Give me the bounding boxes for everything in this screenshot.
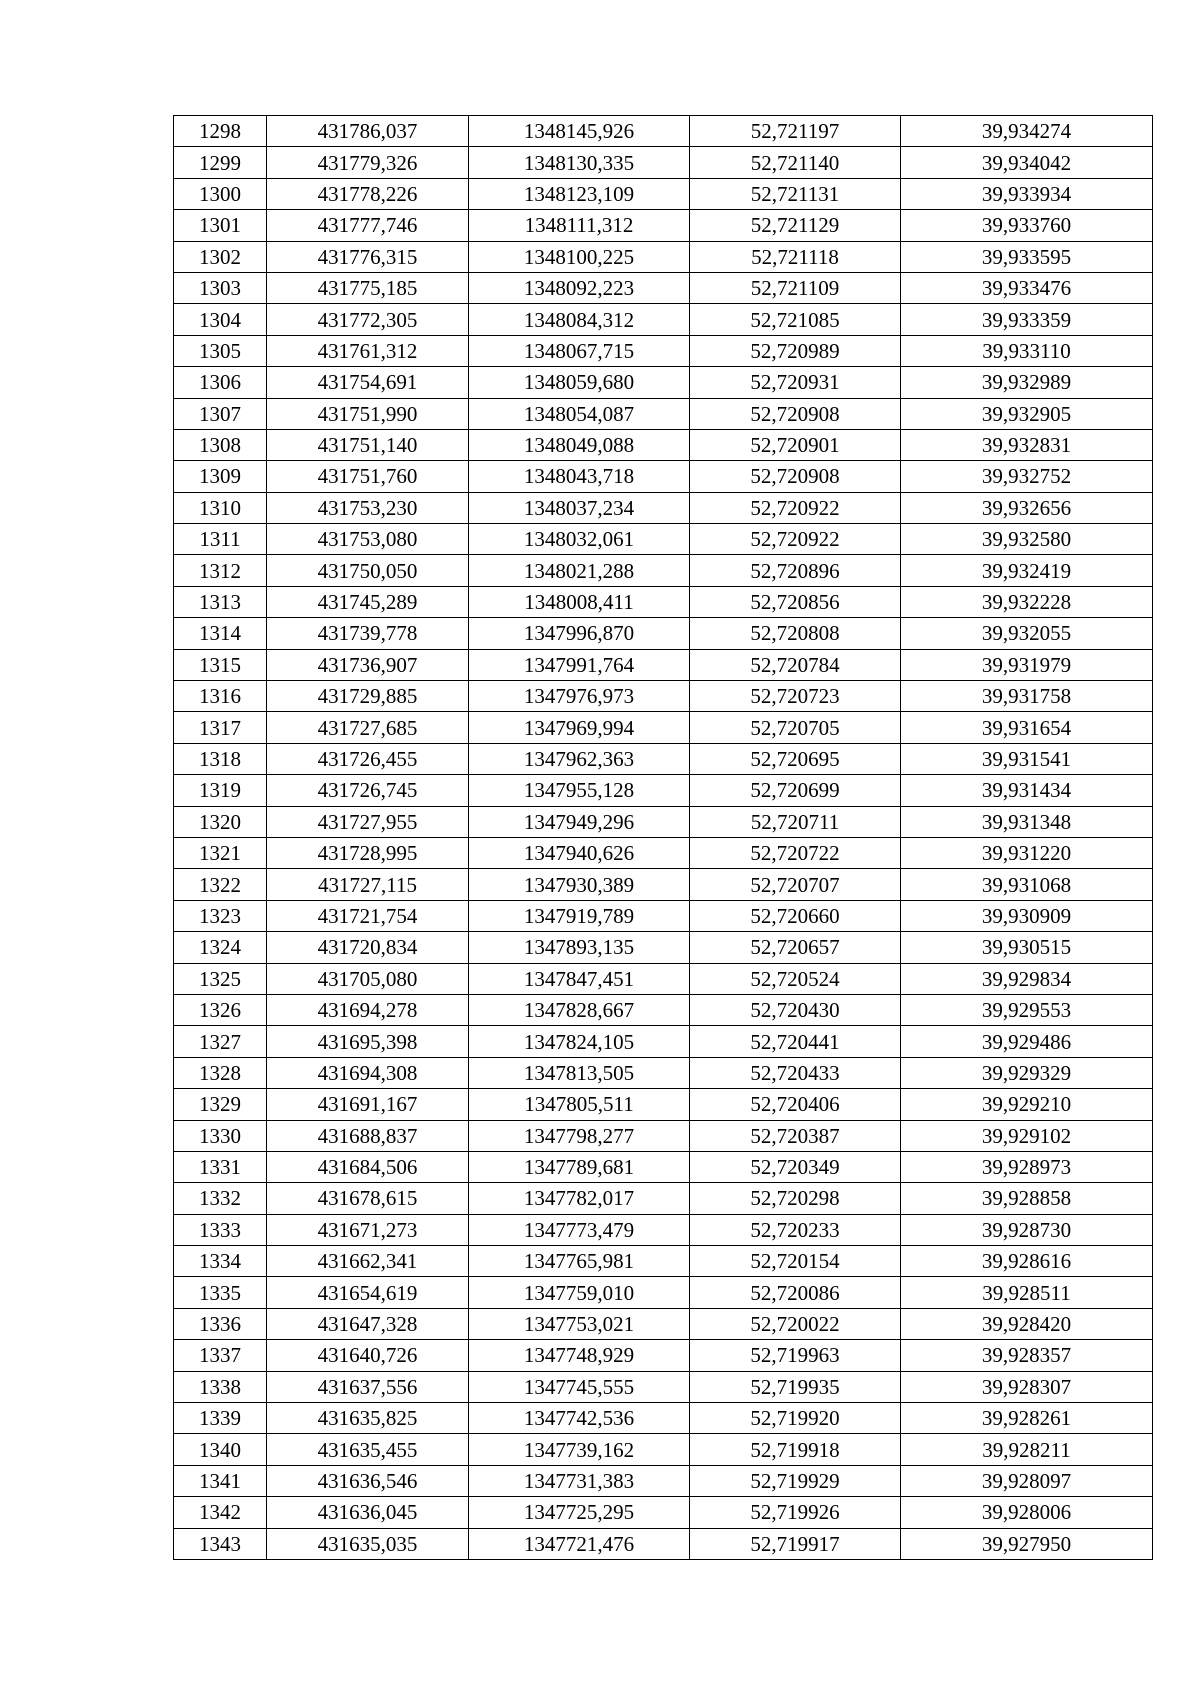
- x-coordinate-cell: 431654,619: [267, 1277, 469, 1308]
- table-row: [174, 429, 1153, 460]
- longitude-cell: 39,929486: [901, 1026, 1153, 1057]
- x-coordinate-cell: 431721,754: [267, 900, 469, 931]
- point-number-cell: 1306: [174, 367, 267, 398]
- latitude-cell: 52,720784: [690, 649, 901, 680]
- longitude-cell: 39,932752: [901, 461, 1153, 492]
- y-coordinate-cell: 1348067,715: [469, 335, 690, 366]
- point-number-cell: 1334: [174, 1246, 267, 1277]
- table-row: [174, 1277, 1153, 1308]
- x-coordinate-cell: 431779,326: [267, 147, 469, 178]
- table-row: [174, 1183, 1153, 1214]
- longitude-cell: 39,932228: [901, 586, 1153, 617]
- longitude-cell: 39,928511: [901, 1277, 1153, 1308]
- table-row: [174, 1026, 1153, 1057]
- y-coordinate-cell: 1348021,288: [469, 555, 690, 586]
- longitude-cell: 39,929553: [901, 994, 1153, 1025]
- latitude-cell: 52,721109: [690, 272, 901, 303]
- point-number-cell: 1335: [174, 1277, 267, 1308]
- point-number-cell: 1343: [174, 1528, 267, 1559]
- point-number-cell: 1315: [174, 649, 267, 680]
- y-coordinate-cell: 1347940,626: [469, 837, 690, 868]
- point-number-cell: 1339: [174, 1403, 267, 1434]
- latitude-cell: 52,720298: [690, 1183, 901, 1214]
- x-coordinate-cell: 431637,556: [267, 1371, 469, 1402]
- x-coordinate-cell: 431772,305: [267, 304, 469, 335]
- y-coordinate-cell: 1347789,681: [469, 1151, 690, 1182]
- latitude-cell: 52,720931: [690, 367, 901, 398]
- y-coordinate-cell: 1348123,109: [469, 178, 690, 209]
- longitude-cell: 39,932580: [901, 524, 1153, 555]
- longitude-cell: 39,929210: [901, 1089, 1153, 1120]
- latitude-cell: 52,720908: [690, 398, 901, 429]
- y-coordinate-cell: 1347847,451: [469, 963, 690, 994]
- table-row: [174, 806, 1153, 837]
- x-coordinate-cell: 431753,080: [267, 524, 469, 555]
- y-coordinate-cell: 1347962,363: [469, 743, 690, 774]
- longitude-cell: 39,931654: [901, 712, 1153, 743]
- table-row: [174, 398, 1153, 429]
- longitude-cell: 39,931758: [901, 681, 1153, 712]
- point-number-cell: 1305: [174, 335, 267, 366]
- point-number-cell: 1341: [174, 1465, 267, 1496]
- y-coordinate-cell: 1347996,870: [469, 618, 690, 649]
- table-row: [174, 210, 1153, 241]
- point-number-cell: 1320: [174, 806, 267, 837]
- longitude-cell: 39,933760: [901, 210, 1153, 241]
- y-coordinate-cell: 1347930,389: [469, 869, 690, 900]
- latitude-cell: 52,720406: [690, 1089, 901, 1120]
- latitude-cell: 52,720722: [690, 837, 901, 868]
- x-coordinate-cell: 431751,760: [267, 461, 469, 492]
- latitude-cell: 52,720723: [690, 681, 901, 712]
- longitude-cell: 39,930515: [901, 932, 1153, 963]
- y-coordinate-cell: 1347725,295: [469, 1497, 690, 1528]
- table-row: [174, 1089, 1153, 1120]
- point-number-cell: 1323: [174, 900, 267, 931]
- latitude-cell: 52,720660: [690, 900, 901, 931]
- y-coordinate-cell: 1347773,479: [469, 1214, 690, 1245]
- latitude-cell: 52,720086: [690, 1277, 901, 1308]
- x-coordinate-cell: 431727,685: [267, 712, 469, 743]
- point-number-cell: 1337: [174, 1340, 267, 1371]
- y-coordinate-cell: 1347813,505: [469, 1057, 690, 1088]
- latitude-cell: 52,720233: [690, 1214, 901, 1245]
- point-number-cell: 1326: [174, 994, 267, 1025]
- latitude-cell: 52,720699: [690, 775, 901, 806]
- x-coordinate-cell: 431727,115: [267, 869, 469, 900]
- table-row: [174, 837, 1153, 868]
- longitude-cell: 39,931220: [901, 837, 1153, 868]
- coordinates-table: [173, 115, 1153, 1560]
- y-coordinate-cell: 1348037,234: [469, 492, 690, 523]
- y-coordinate-cell: 1347745,555: [469, 1371, 690, 1402]
- x-coordinate-cell: 431729,885: [267, 681, 469, 712]
- y-coordinate-cell: 1347739,162: [469, 1434, 690, 1465]
- longitude-cell: 39,932656: [901, 492, 1153, 523]
- x-coordinate-cell: 431751,990: [267, 398, 469, 429]
- table-row: [174, 1308, 1153, 1339]
- point-number-cell: 1340: [174, 1434, 267, 1465]
- latitude-cell: 52,720441: [690, 1026, 901, 1057]
- table-row: [174, 1057, 1153, 1088]
- x-coordinate-cell: 431647,328: [267, 1308, 469, 1339]
- latitude-cell: 52,720922: [690, 492, 901, 523]
- point-number-cell: 1332: [174, 1183, 267, 1214]
- y-coordinate-cell: 1347949,296: [469, 806, 690, 837]
- latitude-cell: 52,720705: [690, 712, 901, 743]
- table-row: [174, 178, 1153, 209]
- table-row: [174, 649, 1153, 680]
- table-row: [174, 555, 1153, 586]
- table-row: [174, 618, 1153, 649]
- latitude-cell: 52,720349: [690, 1151, 901, 1182]
- latitude-cell: 52,719920: [690, 1403, 901, 1434]
- x-coordinate-cell: 431727,955: [267, 806, 469, 837]
- longitude-cell: 39,933476: [901, 272, 1153, 303]
- y-coordinate-cell: 1347748,929: [469, 1340, 690, 1371]
- y-coordinate-cell: 1347893,135: [469, 932, 690, 963]
- point-number-cell: 1331: [174, 1151, 267, 1182]
- x-coordinate-cell: 431786,037: [267, 116, 469, 147]
- table-row: [174, 304, 1153, 335]
- point-number-cell: 1299: [174, 147, 267, 178]
- longitude-cell: 39,931434: [901, 775, 1153, 806]
- latitude-cell: 52,719935: [690, 1371, 901, 1402]
- table-row: [174, 272, 1153, 303]
- point-number-cell: 1324: [174, 932, 267, 963]
- y-coordinate-cell: 1348032,061: [469, 524, 690, 555]
- x-coordinate-cell: 431739,778: [267, 618, 469, 649]
- x-coordinate-cell: 431753,230: [267, 492, 469, 523]
- x-coordinate-cell: 431671,273: [267, 1214, 469, 1245]
- x-coordinate-cell: 431695,398: [267, 1026, 469, 1057]
- y-coordinate-cell: 1348145,926: [469, 116, 690, 147]
- table-row: [174, 1151, 1153, 1182]
- latitude-cell: 52,720908: [690, 461, 901, 492]
- x-coordinate-cell: 431726,745: [267, 775, 469, 806]
- y-coordinate-cell: 1348059,680: [469, 367, 690, 398]
- table-row: [174, 994, 1153, 1025]
- longitude-cell: 39,929329: [901, 1057, 1153, 1088]
- point-number-cell: 1311: [174, 524, 267, 555]
- table-row: [174, 147, 1153, 178]
- point-number-cell: 1304: [174, 304, 267, 335]
- x-coordinate-cell: 431635,825: [267, 1403, 469, 1434]
- longitude-cell: 39,932055: [901, 618, 1153, 649]
- y-coordinate-cell: 1348100,225: [469, 241, 690, 272]
- longitude-cell: 39,931541: [901, 743, 1153, 774]
- y-coordinate-cell: 1348043,718: [469, 461, 690, 492]
- x-coordinate-cell: 431694,308: [267, 1057, 469, 1088]
- x-coordinate-cell: 431684,506: [267, 1151, 469, 1182]
- latitude-cell: 52,720657: [690, 932, 901, 963]
- latitude-cell: 52,721118: [690, 241, 901, 272]
- x-coordinate-cell: 431636,546: [267, 1465, 469, 1496]
- point-number-cell: 1321: [174, 837, 267, 868]
- x-coordinate-cell: 431775,185: [267, 272, 469, 303]
- x-coordinate-cell: 431778,226: [267, 178, 469, 209]
- longitude-cell: 39,928261: [901, 1403, 1153, 1434]
- latitude-cell: 52,719918: [690, 1434, 901, 1465]
- longitude-cell: 39,933110: [901, 335, 1153, 366]
- point-number-cell: 1319: [174, 775, 267, 806]
- table-row: [174, 335, 1153, 366]
- table-row: [174, 932, 1153, 963]
- longitude-cell: 39,928858: [901, 1183, 1153, 1214]
- table-row: [174, 1434, 1153, 1465]
- x-coordinate-cell: 431705,080: [267, 963, 469, 994]
- latitude-cell: 52,721131: [690, 178, 901, 209]
- latitude-cell: 52,721197: [690, 116, 901, 147]
- x-coordinate-cell: 431754,691: [267, 367, 469, 398]
- y-coordinate-cell: 1347828,667: [469, 994, 690, 1025]
- point-number-cell: 1301: [174, 210, 267, 241]
- y-coordinate-cell: 1347753,021: [469, 1308, 690, 1339]
- table-row: [174, 869, 1153, 900]
- x-coordinate-cell: 431726,455: [267, 743, 469, 774]
- y-coordinate-cell: 1347782,017: [469, 1183, 690, 1214]
- table-row: [174, 1120, 1153, 1151]
- latitude-cell: 52,721129: [690, 210, 901, 241]
- point-number-cell: 1329: [174, 1089, 267, 1120]
- longitude-cell: 39,931979: [901, 649, 1153, 680]
- table-row: [174, 367, 1153, 398]
- x-coordinate-cell: 431751,140: [267, 429, 469, 460]
- point-number-cell: 1303: [174, 272, 267, 303]
- latitude-cell: 52,719929: [690, 1465, 901, 1496]
- table-row: [174, 775, 1153, 806]
- point-number-cell: 1313: [174, 586, 267, 617]
- x-coordinate-cell: 431761,312: [267, 335, 469, 366]
- table-row: [174, 900, 1153, 931]
- table-row: [174, 1497, 1153, 1528]
- point-number-cell: 1327: [174, 1026, 267, 1057]
- longitude-cell: 39,934274: [901, 116, 1153, 147]
- point-number-cell: 1318: [174, 743, 267, 774]
- point-number-cell: 1314: [174, 618, 267, 649]
- table-row: [174, 492, 1153, 523]
- longitude-cell: 39,928307: [901, 1371, 1153, 1402]
- point-number-cell: 1330: [174, 1120, 267, 1151]
- x-coordinate-cell: 431688,837: [267, 1120, 469, 1151]
- y-coordinate-cell: 1347824,105: [469, 1026, 690, 1057]
- x-coordinate-cell: 431662,341: [267, 1246, 469, 1277]
- latitude-cell: 52,720387: [690, 1120, 901, 1151]
- coordinates-table-body: [174, 116, 1153, 1560]
- x-coordinate-cell: 431777,746: [267, 210, 469, 241]
- table-row: [174, 963, 1153, 994]
- longitude-cell: 39,931068: [901, 869, 1153, 900]
- y-coordinate-cell: 1347798,277: [469, 1120, 690, 1151]
- longitude-cell: 39,928420: [901, 1308, 1153, 1339]
- longitude-cell: 39,927950: [901, 1528, 1153, 1559]
- point-number-cell: 1328: [174, 1057, 267, 1088]
- latitude-cell: 52,719917: [690, 1528, 901, 1559]
- latitude-cell: 52,719926: [690, 1497, 901, 1528]
- table-row: [174, 1465, 1153, 1496]
- point-number-cell: 1338: [174, 1371, 267, 1402]
- longitude-cell: 39,934042: [901, 147, 1153, 178]
- y-coordinate-cell: 1347742,536: [469, 1403, 690, 1434]
- latitude-cell: 52,720154: [690, 1246, 901, 1277]
- latitude-cell: 52,721140: [690, 147, 901, 178]
- latitude-cell: 52,720430: [690, 994, 901, 1025]
- table-row: [174, 1214, 1153, 1245]
- point-number-cell: 1316: [174, 681, 267, 712]
- longitude-cell: 39,928006: [901, 1497, 1153, 1528]
- table-row: [174, 712, 1153, 743]
- y-coordinate-cell: 1348084,312: [469, 304, 690, 335]
- longitude-cell: 39,928730: [901, 1214, 1153, 1245]
- point-number-cell: 1342: [174, 1497, 267, 1528]
- table-row: [174, 681, 1153, 712]
- longitude-cell: 39,929834: [901, 963, 1153, 994]
- x-coordinate-cell: 431750,050: [267, 555, 469, 586]
- latitude-cell: 52,719963: [690, 1340, 901, 1371]
- point-number-cell: 1333: [174, 1214, 267, 1245]
- point-number-cell: 1302: [174, 241, 267, 272]
- y-coordinate-cell: 1347731,383: [469, 1465, 690, 1496]
- y-coordinate-cell: 1347955,128: [469, 775, 690, 806]
- longitude-cell: 39,933934: [901, 178, 1153, 209]
- x-coordinate-cell: 431640,726: [267, 1340, 469, 1371]
- x-coordinate-cell: 431720,834: [267, 932, 469, 963]
- y-coordinate-cell: 1348111,312: [469, 210, 690, 241]
- table-row: [174, 461, 1153, 492]
- table-row: [174, 586, 1153, 617]
- point-number-cell: 1317: [174, 712, 267, 743]
- x-coordinate-cell: 431678,615: [267, 1183, 469, 1214]
- latitude-cell: 52,720901: [690, 429, 901, 460]
- table-row: [174, 116, 1153, 147]
- point-number-cell: 1312: [174, 555, 267, 586]
- latitude-cell: 52,720524: [690, 963, 901, 994]
- latitude-cell: 52,720707: [690, 869, 901, 900]
- table-row: [174, 1246, 1153, 1277]
- y-coordinate-cell: 1348008,411: [469, 586, 690, 617]
- point-number-cell: 1308: [174, 429, 267, 460]
- y-coordinate-cell: 1347721,476: [469, 1528, 690, 1559]
- y-coordinate-cell: 1347969,994: [469, 712, 690, 743]
- table-row: [174, 241, 1153, 272]
- x-coordinate-cell: 431636,045: [267, 1497, 469, 1528]
- x-coordinate-cell: 431635,035: [267, 1528, 469, 1559]
- latitude-cell: 52,720989: [690, 335, 901, 366]
- y-coordinate-cell: 1348130,335: [469, 147, 690, 178]
- table-row: [174, 524, 1153, 555]
- point-number-cell: 1325: [174, 963, 267, 994]
- longitude-cell: 39,928973: [901, 1151, 1153, 1182]
- longitude-cell: 39,928211: [901, 1434, 1153, 1465]
- latitude-cell: 52,721085: [690, 304, 901, 335]
- point-number-cell: 1336: [174, 1308, 267, 1339]
- latitude-cell: 52,720695: [690, 743, 901, 774]
- x-coordinate-cell: 431728,995: [267, 837, 469, 868]
- longitude-cell: 39,933359: [901, 304, 1153, 335]
- y-coordinate-cell: 1347919,789: [469, 900, 690, 931]
- table-row: [174, 743, 1153, 774]
- y-coordinate-cell: 1348092,223: [469, 272, 690, 303]
- y-coordinate-cell: 1348054,087: [469, 398, 690, 429]
- longitude-cell: 39,932831: [901, 429, 1153, 460]
- longitude-cell: 39,930909: [901, 900, 1153, 931]
- latitude-cell: 52,720022: [690, 1308, 901, 1339]
- longitude-cell: 39,928357: [901, 1340, 1153, 1371]
- longitude-cell: 39,932989: [901, 367, 1153, 398]
- table-row: [174, 1340, 1153, 1371]
- longitude-cell: 39,932905: [901, 398, 1153, 429]
- table-row: [174, 1371, 1153, 1402]
- y-coordinate-cell: 1347805,511: [469, 1089, 690, 1120]
- latitude-cell: 52,720433: [690, 1057, 901, 1088]
- point-number-cell: 1309: [174, 461, 267, 492]
- x-coordinate-cell: 431736,907: [267, 649, 469, 680]
- longitude-cell: 39,928097: [901, 1465, 1153, 1496]
- y-coordinate-cell: 1347991,764: [469, 649, 690, 680]
- longitude-cell: 39,928616: [901, 1246, 1153, 1277]
- point-number-cell: 1322: [174, 869, 267, 900]
- longitude-cell: 39,931348: [901, 806, 1153, 837]
- latitude-cell: 52,720922: [690, 524, 901, 555]
- y-coordinate-cell: 1347759,010: [469, 1277, 690, 1308]
- point-number-cell: 1307: [174, 398, 267, 429]
- latitude-cell: 52,720711: [690, 806, 901, 837]
- point-number-cell: 1300: [174, 178, 267, 209]
- y-coordinate-cell: 1347976,973: [469, 681, 690, 712]
- point-number-cell: 1298: [174, 116, 267, 147]
- latitude-cell: 52,720896: [690, 555, 901, 586]
- longitude-cell: 39,932419: [901, 555, 1153, 586]
- latitude-cell: 52,720856: [690, 586, 901, 617]
- x-coordinate-cell: 431776,315: [267, 241, 469, 272]
- longitude-cell: 39,933595: [901, 241, 1153, 272]
- table-row: [174, 1528, 1153, 1559]
- y-coordinate-cell: 1348049,088: [469, 429, 690, 460]
- x-coordinate-cell: 431745,289: [267, 586, 469, 617]
- y-coordinate-cell: 1347765,981: [469, 1246, 690, 1277]
- table-row: [174, 1403, 1153, 1434]
- point-number-cell: 1310: [174, 492, 267, 523]
- x-coordinate-cell: 431635,455: [267, 1434, 469, 1465]
- x-coordinate-cell: 431694,278: [267, 994, 469, 1025]
- latitude-cell: 52,720808: [690, 618, 901, 649]
- x-coordinate-cell: 431691,167: [267, 1089, 469, 1120]
- longitude-cell: 39,929102: [901, 1120, 1153, 1151]
